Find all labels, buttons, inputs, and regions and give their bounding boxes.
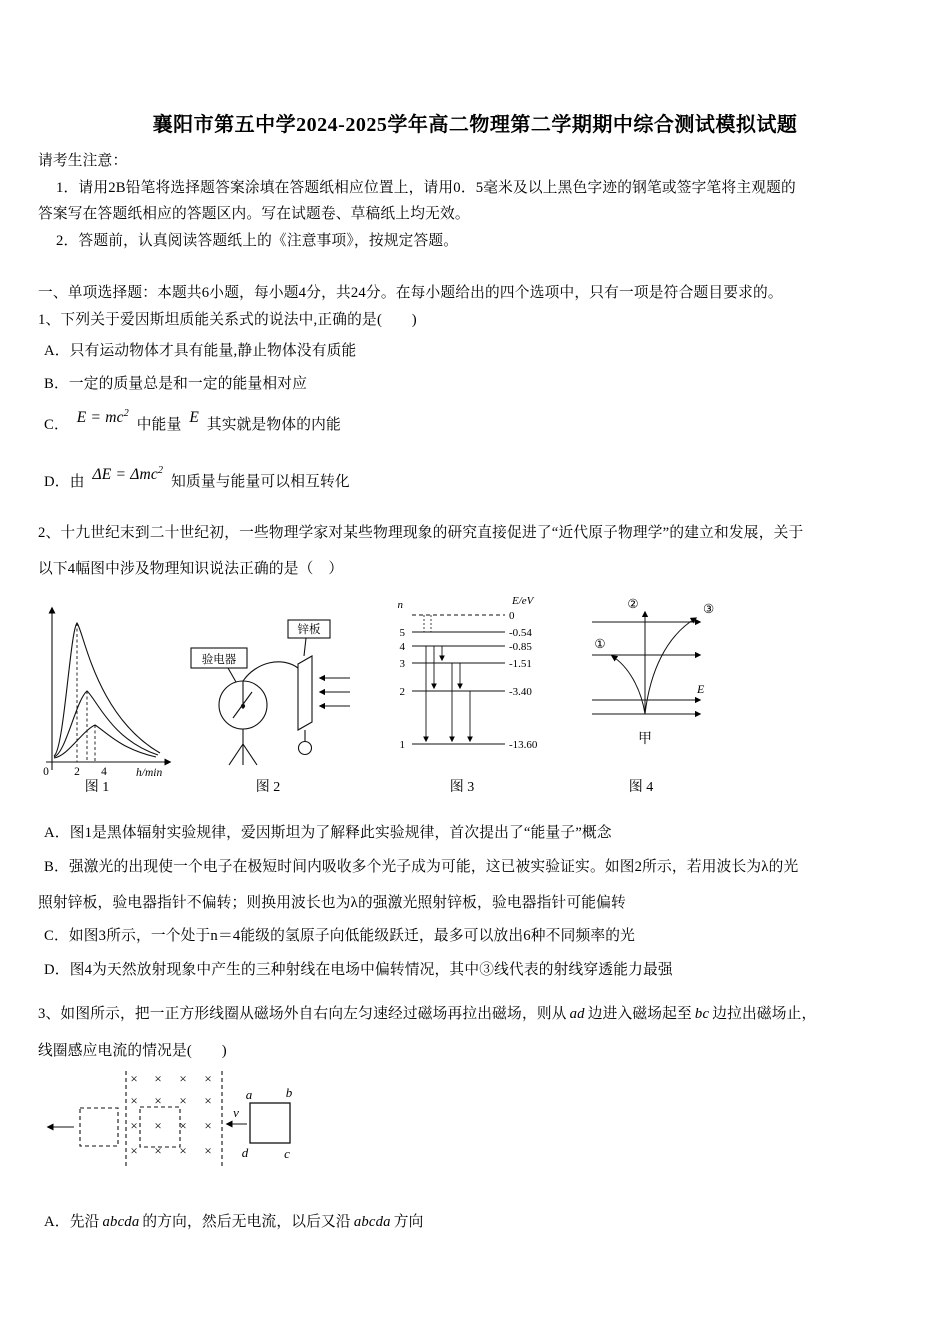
fig3-transition-arrows — [426, 646, 470, 741]
q1-option-d-label: D．由 — [44, 474, 85, 490]
formula-exponent: 2 — [158, 464, 164, 476]
fig4-ray3-label: ③ — [703, 602, 715, 616]
fig2-ball — [299, 742, 312, 755]
field-cross-symbol: × — [130, 1118, 138, 1133]
fig3-n2: 2 — [399, 686, 405, 698]
fig1-x-axis-label: h/min — [136, 767, 163, 779]
q3-stem-text3: 边拉出磁场止， — [712, 1006, 817, 1022]
q3-stem-text2: 边进入磁场起至 — [587, 1006, 692, 1022]
q3fig-field-crosses — [130, 1071, 211, 1158]
field-cross-symbol: × — [204, 1143, 212, 1158]
field-cross-symbol: × — [154, 1071, 162, 1086]
q3fig-v-label: v — [233, 1105, 239, 1120]
field-cross-symbol: × — [179, 1071, 187, 1086]
formula-e-equals-mc2 — [77, 409, 129, 426]
field-cross-symbol: × — [154, 1093, 162, 1108]
q3fig-shapes — [48, 1071, 290, 1169]
fig1-tick-2: 2 — [74, 766, 80, 778]
q3-option-a-abcda-1: abcda — [102, 1214, 140, 1230]
fig2-label-pointer — [228, 668, 236, 682]
q3-stem-text1: 3、如图所示，把一正方形线圈从磁场外自右向左匀速经过磁场再拉出磁场，则从 — [38, 1006, 567, 1022]
formula-base: E = mc — [76, 409, 124, 426]
fig2-light-arrows — [320, 678, 350, 706]
q1-option-d — [44, 464, 350, 491]
q3-option-a-text3: 方向 — [393, 1214, 424, 1230]
fig2-caption: 图 2 — [255, 780, 281, 795]
q2-option-d: D．图4为天然放射现象中产生的三种射线在电场中偏转情况，其中③线代表的射线穿透能力最强 — [44, 962, 673, 978]
q1-stem: 1、下列关于爱因斯坦质能关系式的说法中,正确的是( ) — [38, 312, 417, 328]
fig3-top-dashed-connectors — [424, 615, 431, 632]
notice-line-1b: 答案写在答题纸相应的答题区内。写在试题卷、草稿纸上均无效。 — [38, 206, 470, 222]
q3-stem-line1 — [38, 1002, 816, 1023]
fig2-tripod-stand — [229, 729, 257, 765]
fig3-axis-label: E/eV — [512, 595, 534, 607]
field-cross-symbol: × — [179, 1118, 187, 1133]
formula-delta-e-equals-delta-mc2 — [92, 466, 163, 483]
field-cross-symbol: × — [179, 1143, 187, 1158]
fig2-photoelectric-setup — [191, 620, 350, 765]
fig4-ray2-label: ② — [627, 597, 639, 611]
q3-stem-line2: 线圈感应电流的情况是( ) — [38, 1043, 227, 1059]
q2-stem-line1: 2、十九世纪末到二十世纪初，一些物理学家对某些物理现象的研究直接促进了“近代原子物理学”的建立和发展，关于 — [38, 525, 804, 541]
q3fig-corner-a: a — [245, 1087, 253, 1102]
fig4-ray-left-curve — [612, 656, 645, 714]
fig3-n5: 5 — [399, 627, 405, 639]
q2-stem-line2: 以下4幅图中涉及物理知识说法正确的是（ ） — [38, 561, 344, 577]
fig1-tick-4: 4 — [101, 766, 107, 778]
q3fig-coil-left-dashed — [80, 1108, 118, 1146]
fig3-ev-054: -0.54 — [509, 627, 532, 639]
notice-line-1a: 1．请用2B铅笔将选择题答案涂填在答题纸相应位置上，请用0．5毫米及以上黑色字迹的钢笔或签字笔将主观题的 — [56, 180, 796, 196]
field-cross-symbol: × — [179, 1093, 187, 1108]
question3-figure — [0, 1063, 950, 1181]
q1-option-c — [44, 407, 341, 434]
formula-exponent: 2 — [123, 407, 129, 419]
fig4-ray-labels — [594, 597, 714, 651]
fig3-n-label: n — [397, 599, 403, 611]
field-cross-symbol: × — [130, 1071, 138, 1086]
q1-option-a: A．只有运动物体才具有能量,静止物体没有质能 — [44, 343, 357, 359]
fig1-axis-labels — [43, 766, 162, 779]
field-cross-symbol: × — [204, 1118, 212, 1133]
symbol-energy-E: E — [189, 409, 200, 426]
fig2-needle-pivot — [241, 704, 244, 707]
q3fig-corner-b: b — [285, 1085, 293, 1100]
fig1-blackbody-chart — [46, 608, 170, 770]
q2-option-b-line2: 照射锌板，验电器指针不偏转；则换用波长也为λ的强激光照射锌板，验电器指针可能偏转 — [38, 895, 626, 911]
fig4-caption: 图 4 — [628, 780, 654, 795]
fig3-ev-340: -3.40 — [509, 686, 532, 698]
q1-option-b: B．一定的质量总是和一定的能量相对应 — [44, 376, 308, 392]
q1-option-d-text: 知质量与能量可以相互转化 — [171, 474, 350, 490]
field-cross-symbol: × — [130, 1143, 138, 1158]
q3fig-corner-c: c — [284, 1146, 290, 1161]
fig2-electroscope-label: 验电器 — [201, 654, 237, 666]
fig3-ev-0: 0 — [509, 610, 515, 622]
q3fig-letter-labels — [233, 1085, 293, 1161]
q3fig-coil-square — [250, 1103, 290, 1143]
fig3-ev-085: -0.85 — [509, 641, 532, 653]
field-cross-symbol: × — [204, 1071, 212, 1086]
fig2-zinc-label: 锌板 — [297, 624, 321, 636]
fig1-curve-mid — [54, 691, 158, 757]
fig2-zinc-plate — [298, 656, 312, 730]
fig1-caption: 图 1 — [84, 780, 110, 795]
q2-option-b-line1: B．强激光的出现使一个电子在极短时间内吸收多个光子成为可能，这已被实验证实。如图2所示，若用波长为λ的光 — [44, 859, 799, 875]
q2-option-c: C．如图3所示，一个处于n＝4能级的氢原子向低能级跃迁，最多可以放出6种不同频率的光 — [44, 928, 636, 944]
q3fig-corner-d: d — [241, 1145, 249, 1160]
q2-option-a: A．图1是黑体辐射实验规律，爱因斯坦为了解释此实验规律，首次提出了“能量子”概念 — [44, 825, 612, 841]
fig3-energy-levels — [412, 615, 505, 744]
q1-option-c-label: C． — [44, 417, 69, 433]
fig4-rays-in-field — [592, 612, 700, 714]
fig2-zinc-label-pointer — [304, 638, 306, 656]
q3-stem-ad: ad — [569, 1006, 585, 1022]
fig2-wire — [243, 662, 298, 681]
fig3-caption: 图 3 — [449, 780, 475, 795]
q3-option-a — [44, 1210, 424, 1231]
page-title: 襄阳市第五中学2024-2025学年高二物理第二学期期中综合测试模拟试题 — [152, 114, 798, 136]
formula-base: ΔE = Δmc — [92, 466, 159, 483]
notice-line-2: 2．答题前，认真阅读答题纸上的《注意事项》，按规定答题。 — [56, 233, 459, 249]
q1-option-c-text2: 其实就是物体的内能 — [206, 417, 341, 433]
fig1-curve-high — [54, 623, 160, 756]
fig3-n3: 3 — [399, 658, 405, 670]
fig4-ray1-label: ① — [594, 637, 606, 651]
fig4-field-label: E — [697, 682, 705, 696]
field-cross-symbol: × — [154, 1118, 162, 1133]
field-cross-symbol: × — [154, 1143, 162, 1158]
field-cross-symbol: × — [130, 1093, 138, 1108]
notice-header: 请考生注意： — [38, 153, 128, 169]
fig1-tick-0: 0 — [43, 766, 49, 778]
q3-stem-bc: bc — [694, 1006, 710, 1022]
q1-option-c-text1: 中能量 — [136, 417, 182, 433]
fig4-jia-label: 甲 — [638, 732, 652, 747]
fig3-n1: 1 — [399, 739, 405, 751]
q3-option-a-abcda-2: abcda — [353, 1214, 391, 1230]
q3-option-a-text2: 的方向，然后无电流，以后又沿 — [142, 1214, 351, 1230]
question2-figures — [0, 592, 950, 804]
fig3-ev-1360: -13.60 — [509, 739, 538, 751]
field-cross-symbol: × — [204, 1093, 212, 1108]
fig3-ev-151: -1.51 — [509, 658, 532, 670]
q3-option-a-text1: A．先沿 — [44, 1214, 100, 1230]
fig4-field-lines — [592, 622, 700, 714]
fig3-n4: 4 — [399, 641, 405, 653]
fig3-labels — [398, 595, 538, 751]
section1-header: 一、单项选择题：本题共6小题，每小题4分，共24分。在每小题给出的四个选项中，只有一项是符合题目要求的。 — [38, 285, 783, 301]
